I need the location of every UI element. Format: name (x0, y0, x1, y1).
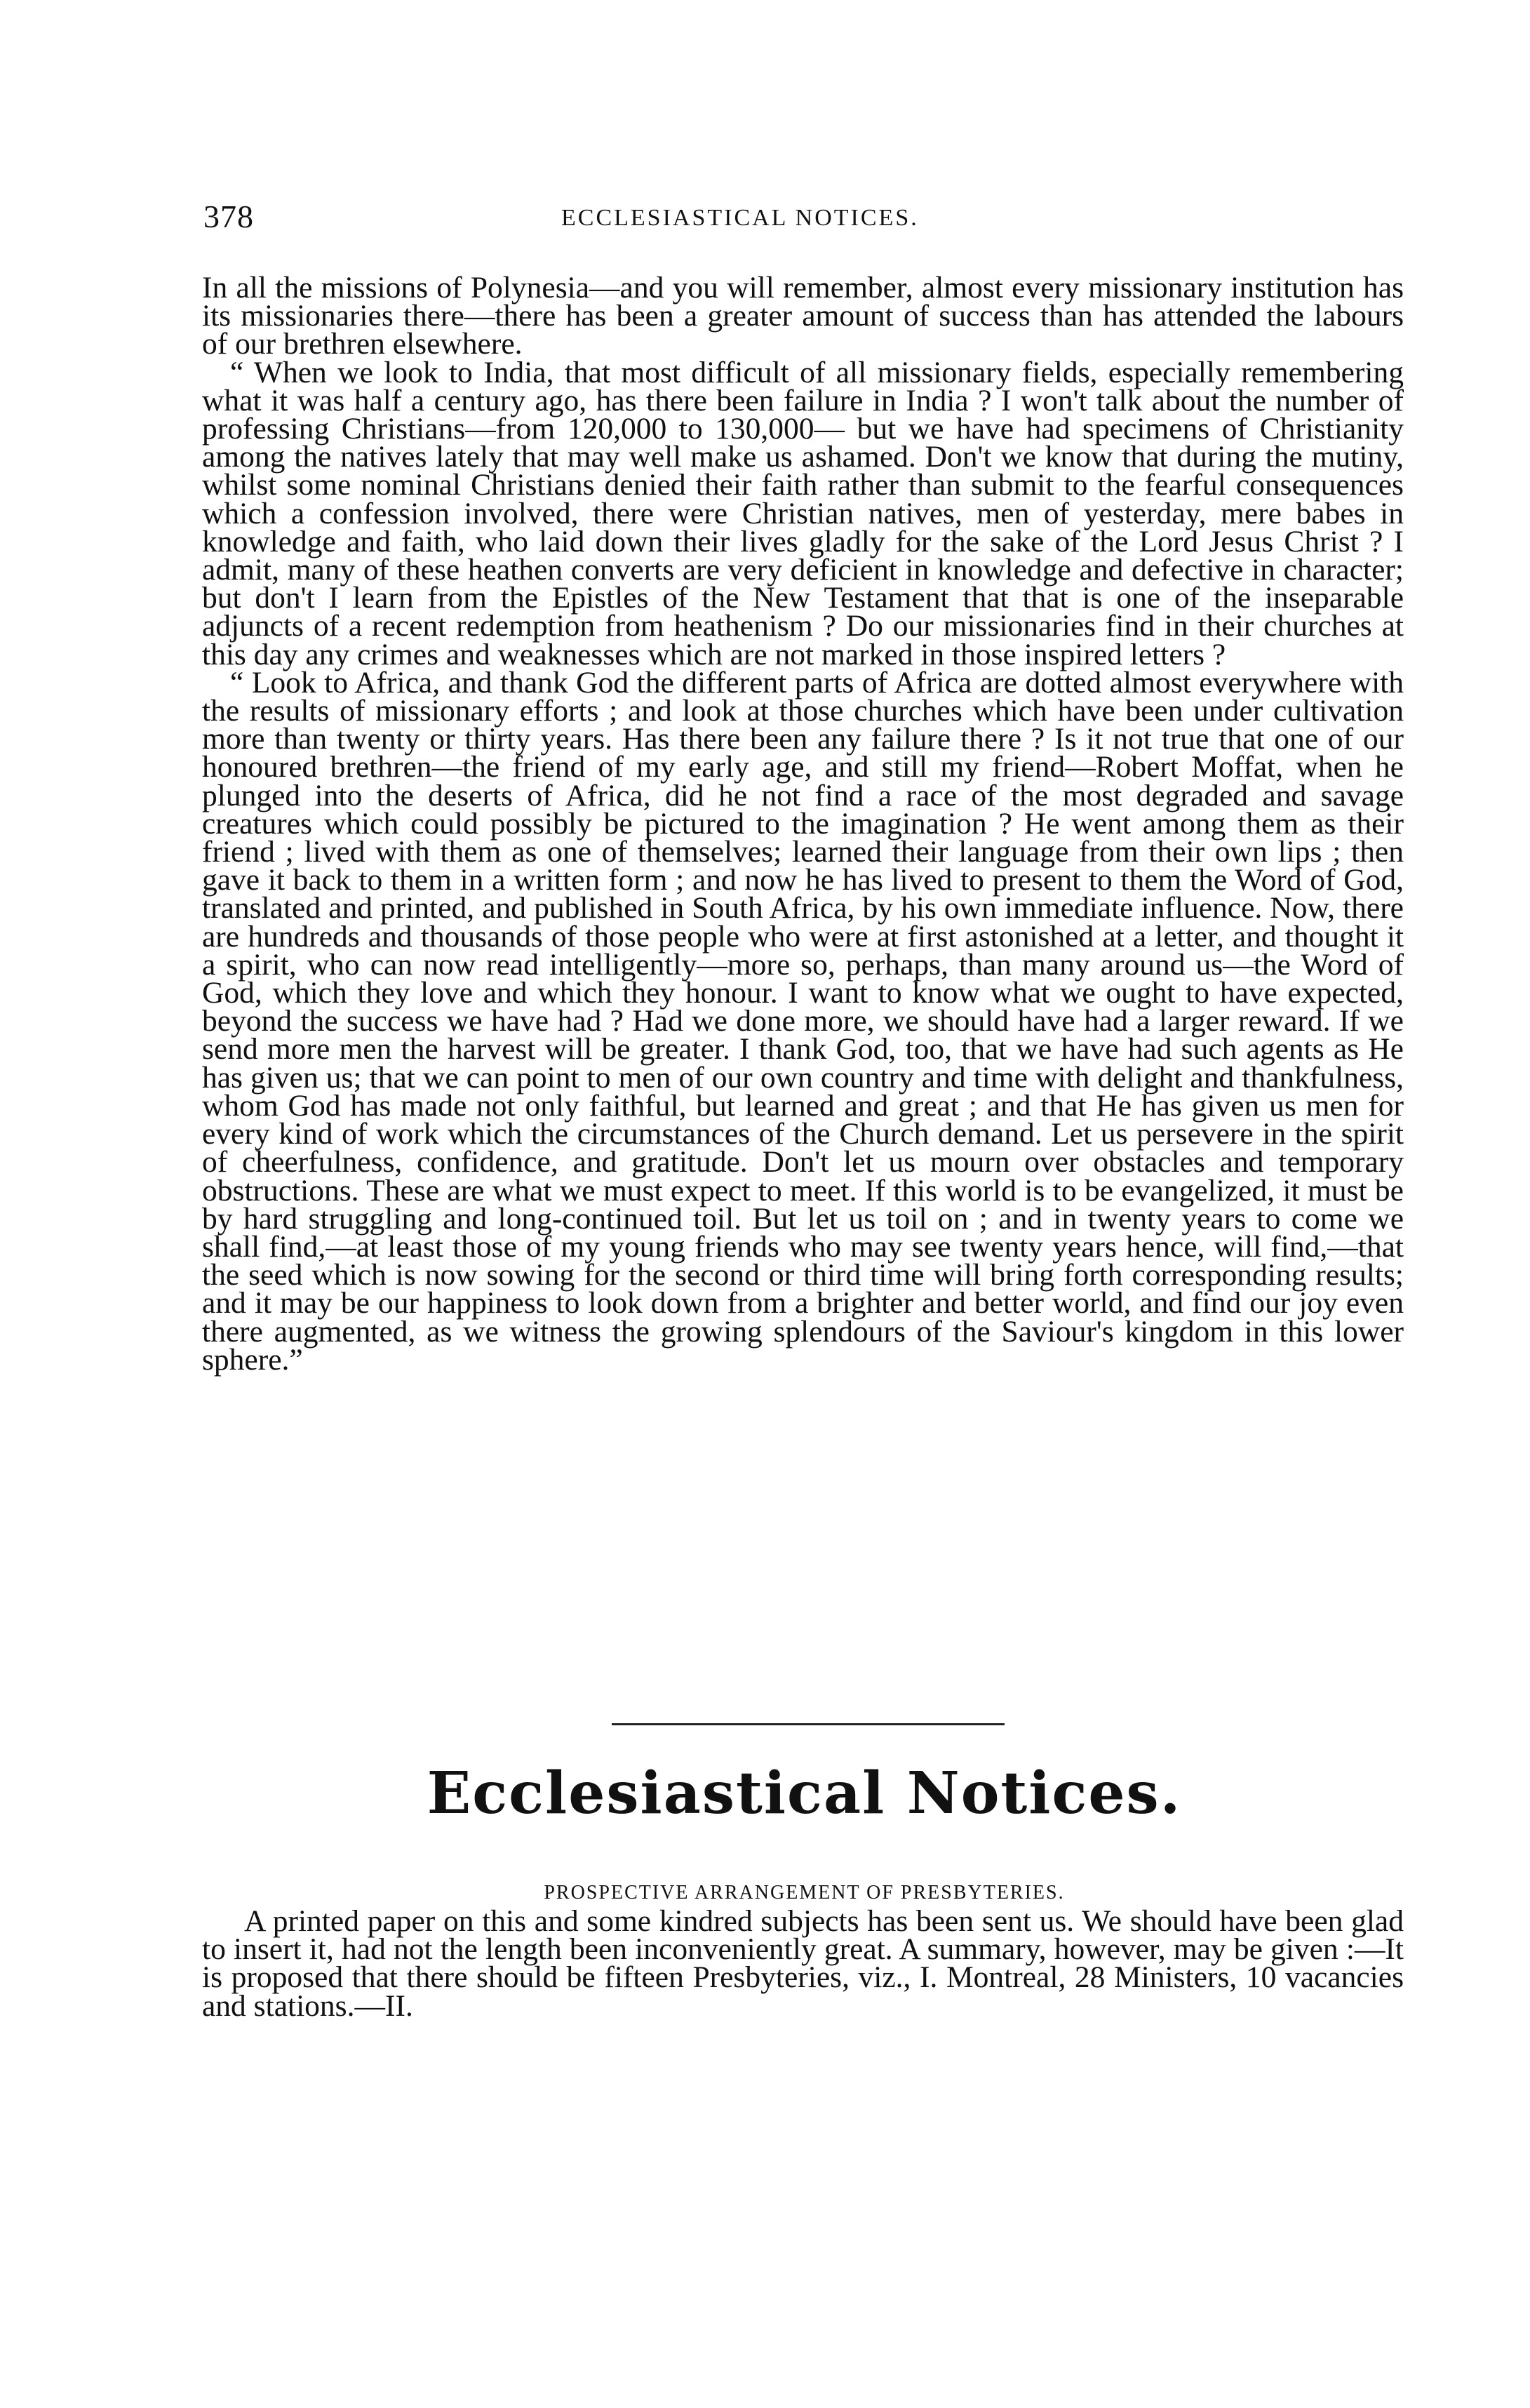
section-subheading: PROSPECTIVE ARRANGEMENT OF PRESBYTERIES. (544, 1882, 1065, 1904)
page-number: 378 (203, 199, 254, 234)
section-divider (612, 1723, 1005, 1725)
section-body (202, 1904, 1404, 2023)
article-paragraph: “ When we look to India, that most difficult of all missionary fields, especially remembering what it was half a century ago, has there been failure in India ? I won't talk about the number of professing Christians—from 120,000 to 130,000— but we have had specimens of Christianity among the natives lately that may well make us ashamed. Don't we know that during the mutiny, whilst some nominal Christians denied their faith rather than submit to the fearful consequences which a confession involved, there were Christian natives, men of yesterday, mere babes in knowledge and faith, who laid down their lives gladly for the sake of the Lord Jesus Christ ? I admit, many of these heathen converts are very deficient in knowledge and defective in character; but don't I learn from the Epistles of the New Testament that that is one of the inseparable adjuncts of a recent redemption from heathenism ? Do our missionaries find in their churches at this day any crimes and weaknesses which are not marked in those inspired letters ? (202, 355, 1404, 671)
article-body (202, 271, 1404, 1377)
section-paragraph: A printed paper on this and some kindred subjects has been sent us. We should have been glad to insert it, had not the length been inconveniently great. A summary, however, may be given :—It is proposed that there should be fifteen Presbyteries, viz., I. Montreal, 28 Ministers, 10 vacancies and stations.—II. (202, 1904, 1404, 2023)
article-paragraph: “ Look to Africa, and thank God the different parts of Africa are dotted almost everywhere with the results of missionary efforts ; and look at those churches which have been under cultivation more than twenty or thirty years. Has there been any failure there ? Is it not true that one of our honoured brethren—the friend of my early age, and still my friend—Robert Moffat, when he plunged into the deserts of Africa, did he not find a race of the most degraded and savage creatures which could possibly be pictured to the imagination ? He went among them as their friend ; lived with them as one of themselves; learned their language from their own lips ; then gave it back to them in a written form ; and now he has lived to present to them the Word of God, translated and printed, and published in South Africa, by his own immediate influence. Now, there are hundreds and thousands of those people who were at first astonished at a letter, and thought it a spirit, who can now read intelligently—more so, perhaps, than many around us—the Word of God, which they love and which they honour. I want to know what we ought to have expected, beyond the success we have had ? Had we done more, we should have had a larger reward. If we send more men the harvest will be greater. I thank God, too, that we have had such agents as He has given us; that we can point to men of our own country and time with delight and thankfulness, whom God has made not only faithful, but learned and great ; and that He has given us men for every kind of work which the circumstances of the Church demand. Let us persevere in the spirit of cheerfulness, confidence, and gratitude. Don't let us mourn over obstacles and temporary obstructions. These are what we must expect to meet. If this world is to be evangelized, it must be by hard struggling and long-continued toil. But let us toil on ; and in twenty years to come we shall find,—at least those of my young friends who may see twenty years hence, will find,—that the seed which is now sowing for the second or third time will bring forth corresponding results; and it may be our happiness to look down from a brighter and better world, and find our joy even there augmented, as we witness the growing splendours of the Saviour's kingdom in this lower sphere.” (202, 665, 1404, 1377)
page-header (203, 198, 1396, 240)
section-heading: Ecclesiastical Notices. (427, 1760, 1182, 1827)
running-title: ECCLESIASTICAL NOTICES. (561, 205, 919, 231)
article-paragraph: In all the missions of Polynesia—and you will remember, almost every missionary institution has its missionaries there—there has been a greater amount of success than has attended the labours of our brethren elsewhere. (202, 271, 1404, 361)
